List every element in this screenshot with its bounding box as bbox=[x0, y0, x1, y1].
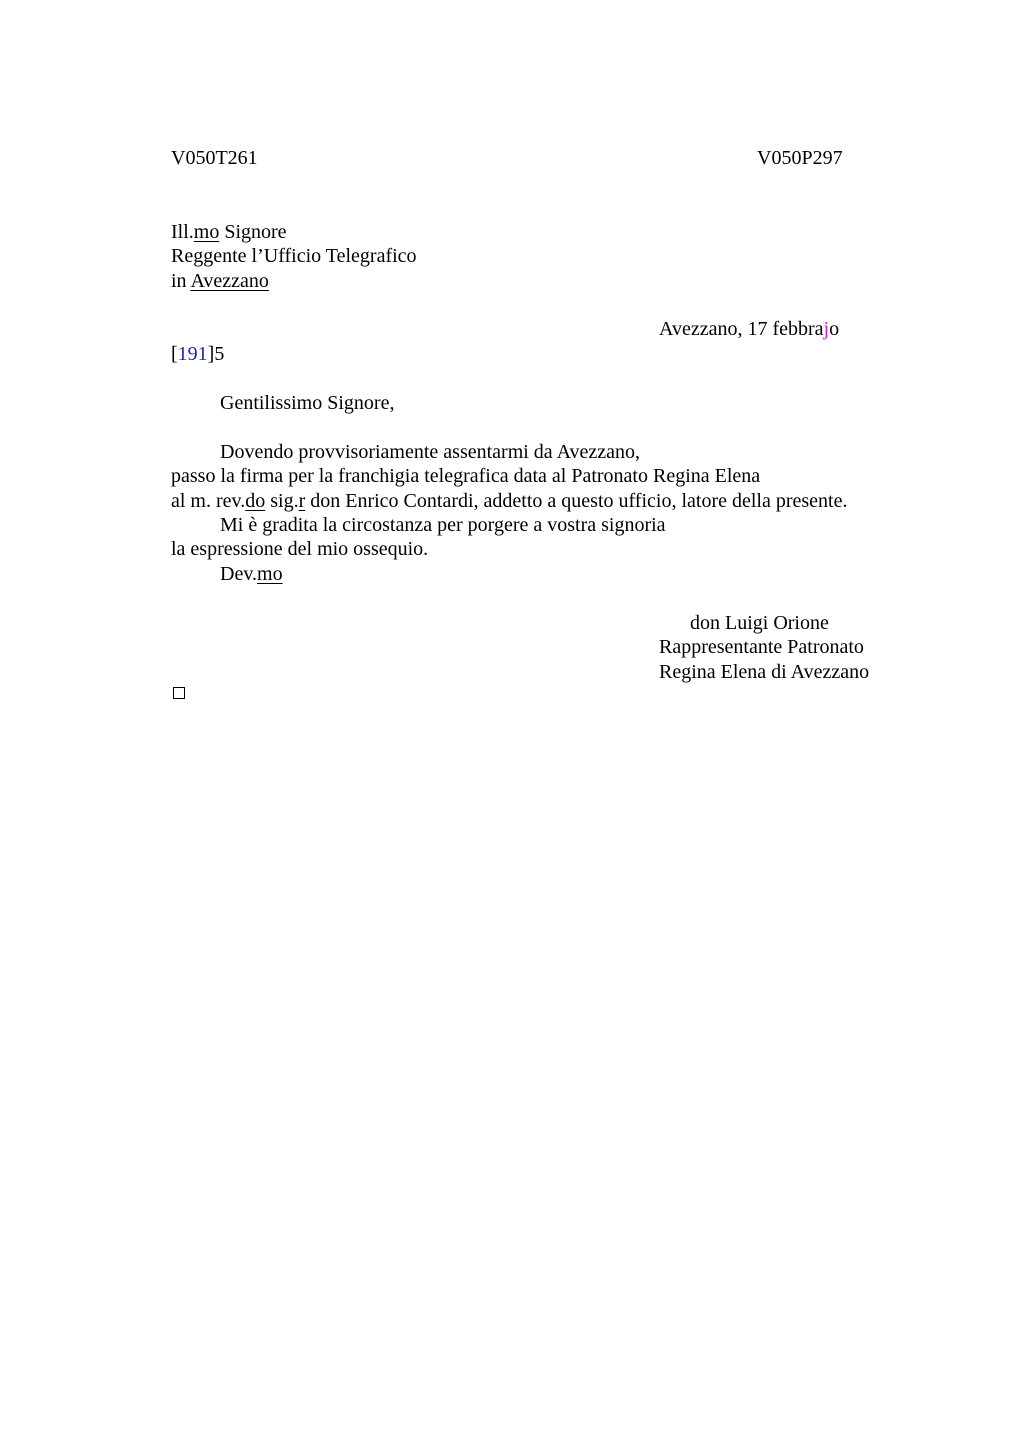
body-line-3-a: al m. rev. bbox=[171, 490, 246, 512]
closing-prefix: Dev. bbox=[220, 563, 258, 585]
date-text-end: o bbox=[829, 318, 840, 340]
address-line-3 bbox=[171, 269, 269, 293]
end-marker-box bbox=[173, 687, 185, 699]
address-line-2: Reggente l’Ufficio Telegrafico bbox=[171, 245, 417, 267]
address-line-1 bbox=[171, 220, 287, 244]
body-line-3-r: r bbox=[298, 490, 306, 512]
body-line-3 bbox=[171, 489, 848, 513]
body-line-5: la espressione del mio ossequio. bbox=[171, 538, 429, 560]
year-inserted-digits: 191 bbox=[177, 343, 208, 365]
body-line-3-c: don Enrico Contardi, addetto a questo ufficio, latore della presente. bbox=[305, 490, 848, 512]
document-code-left: V050T261 bbox=[171, 147, 258, 169]
body-line-2: passo la firma per la franchigia telegrafica data al Patronato Regina Elena bbox=[171, 465, 761, 487]
year-bracket-close: ]5 bbox=[207, 343, 225, 365]
address-in-prefix: in bbox=[171, 270, 191, 292]
date-year bbox=[171, 342, 224, 366]
body-line-4: Mi è gradita la circostanza per porgere a vostra signoria bbox=[220, 514, 666, 536]
date-corrected-letter: j bbox=[823, 318, 830, 340]
closing bbox=[220, 562, 283, 586]
signature-title-1: Rappresentante Patronato bbox=[659, 636, 864, 658]
document-code-right: V050P297 bbox=[757, 147, 843, 169]
salutation: Gentilissimo Signore, bbox=[220, 392, 395, 414]
address-title-abbrev: mo bbox=[193, 221, 220, 243]
address-title-prefix: Ill. bbox=[171, 221, 194, 243]
address-place: Avezzano bbox=[190, 270, 269, 292]
closing-abbrev: mo bbox=[257, 563, 283, 585]
signature-name: don Luigi Orione bbox=[690, 612, 829, 634]
address-title-rest: Signore bbox=[219, 221, 287, 243]
body-line-1: Dovendo provvisoriamente assentarmi da Avezzano, bbox=[220, 441, 641, 463]
body-line-3-b: sig. bbox=[265, 490, 299, 512]
body-line-3-do: do bbox=[245, 490, 266, 512]
date-text: Avezzano, 17 febbra bbox=[659, 318, 824, 340]
year-bracket-open: [ bbox=[171, 343, 178, 365]
signature-title-2: Regina Elena di Avezzano bbox=[659, 661, 870, 683]
date-line bbox=[659, 317, 839, 341]
